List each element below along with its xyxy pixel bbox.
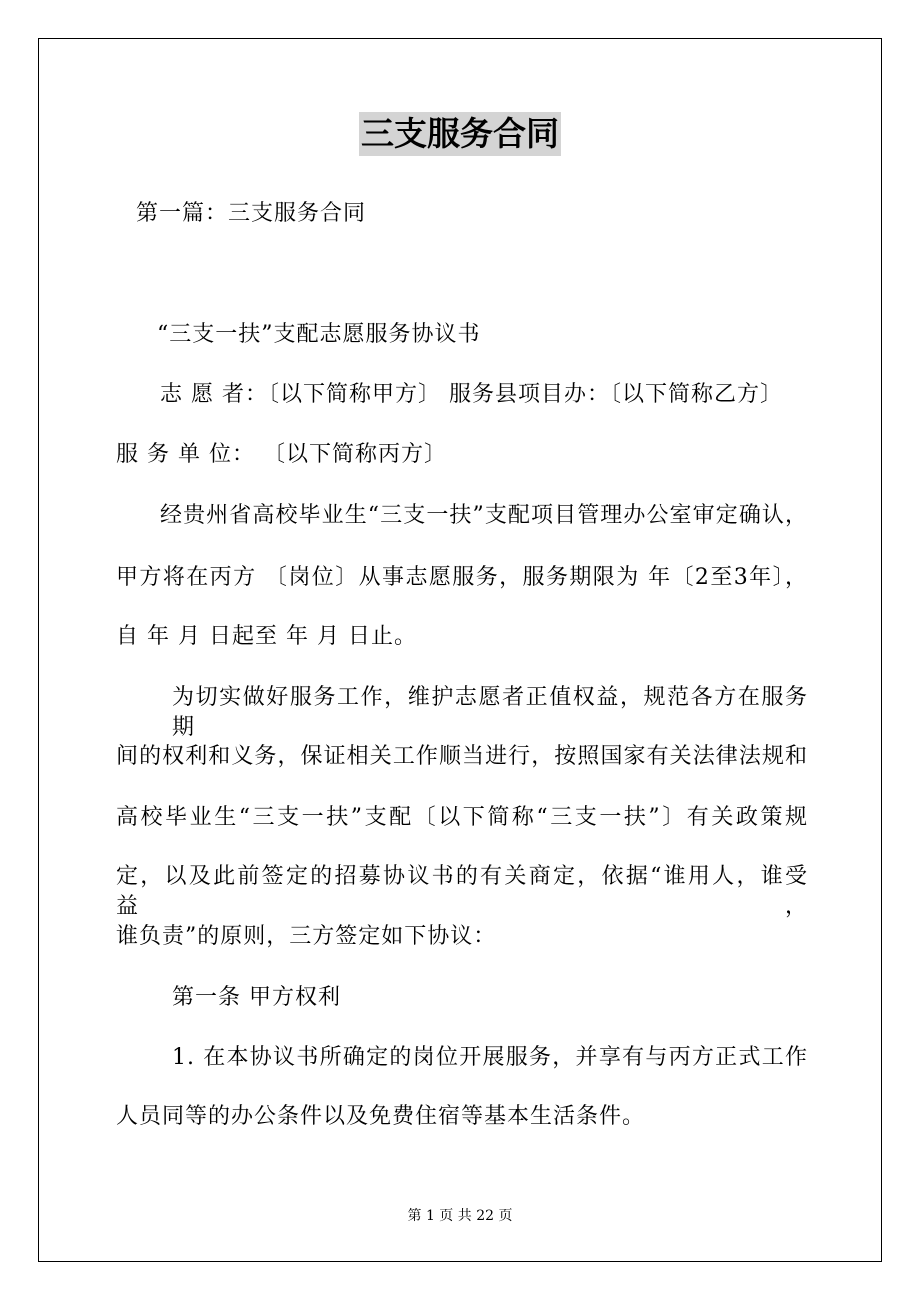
document-title-container <box>0 112 920 156</box>
paragraph-line: 谁负责”的原则，三方签定如下协议： <box>116 924 497 949</box>
party-volunteer-line: 志 愿 者：〔以下简称甲方〕 服务县项目办：〔以下简称乙方〕 <box>160 382 783 407</box>
paragraph-line: 为切实做好服务工作，维护志愿者正值权益，规范各方在服务期 <box>172 685 808 740</box>
document-title: 三支服务合同 <box>359 112 561 156</box>
agreement-title: “三支一扶”支配志愿服务协议书 <box>157 322 481 347</box>
section-heading: 第一篇：三支服务合同 <box>136 201 367 226</box>
paragraph-line: 1. 在本协议书所确定的岗位开展服务，并享有与丙方正式工作 <box>172 1045 808 1070</box>
paragraph-line: 自 年 月 日起至 年 月 日止。 <box>116 624 417 649</box>
paragraph-line: 甲方将在丙方 〔岗位〕从事志愿服务，服务期限为 年〔2至3年〕， <box>116 565 808 590</box>
page-number-footer: 第 1 页 共 22 页 <box>407 1208 513 1224</box>
article-heading: 第一条 甲方权利 <box>172 985 341 1010</box>
paragraph-line: 间的权利和义务，保证相关工作顺当进行，按照国家有关法律法规和 <box>116 744 808 769</box>
party-unit-line: 服 务 单 位： 〔以下简称丙方〕 <box>116 442 447 467</box>
paragraph-line: 高校毕业生“三支一扶”支配〔以下简称“三支一扶”〕有关政策规 <box>116 805 808 830</box>
paragraph-line: 人员同等的办公条件以及免费住宿等基本生活条件。 <box>116 1104 646 1129</box>
paragraph-line: 定，以及此前签定的招募协议书的有关商定，依据“谁用人，谁受益， <box>116 864 808 919</box>
paragraph-line: 经贵州省高校毕业生“三支一扶”支配项目管理办公室审定确认， <box>160 503 808 528</box>
